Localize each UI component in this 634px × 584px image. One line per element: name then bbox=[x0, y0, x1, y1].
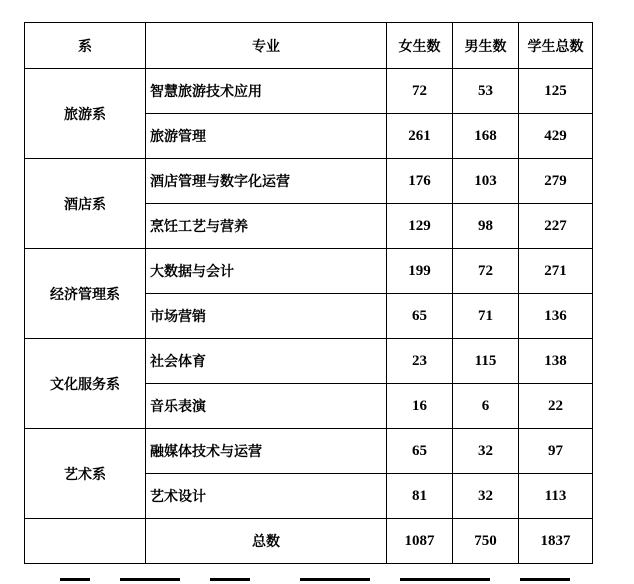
female-count: 72 bbox=[387, 69, 453, 114]
total-count: 138 bbox=[519, 339, 593, 384]
male-count: 32 bbox=[453, 429, 519, 474]
table-row bbox=[25, 249, 593, 294]
total-count: 22 bbox=[519, 384, 593, 429]
major-cell: 社会体育 bbox=[146, 339, 387, 384]
major-cell: 市场营销 bbox=[146, 294, 387, 339]
department-cell: 旅游系 bbox=[25, 69, 146, 159]
header-female: 女生数 bbox=[387, 23, 453, 69]
female-count: 65 bbox=[387, 294, 453, 339]
total-count: 429 bbox=[519, 114, 593, 159]
male-count: 103 bbox=[453, 159, 519, 204]
total-count: 125 bbox=[519, 69, 593, 114]
male-count: 53 bbox=[453, 69, 519, 114]
department-cell: 酒店系 bbox=[25, 159, 146, 249]
table-row bbox=[25, 159, 593, 204]
header-total: 学生总数 bbox=[519, 23, 593, 69]
department-cell: 经济管理系 bbox=[25, 249, 146, 339]
major-cell: 大数据与会计 bbox=[146, 249, 387, 294]
male-count: 72 bbox=[453, 249, 519, 294]
table-row bbox=[25, 69, 593, 114]
male-count: 115 bbox=[453, 339, 519, 384]
header-major: 专业 bbox=[146, 23, 387, 69]
grand-total: 1837 bbox=[519, 519, 593, 564]
totals-label: 总数 bbox=[146, 519, 387, 564]
male-count: 168 bbox=[453, 114, 519, 159]
header-male: 男生数 bbox=[453, 23, 519, 69]
header-row bbox=[25, 23, 593, 69]
department-cell: 艺术系 bbox=[25, 429, 146, 519]
department-cell: 文化服务系 bbox=[25, 339, 146, 429]
major-cell: 烹饪工艺与营养 bbox=[146, 204, 387, 249]
female-count: 65 bbox=[387, 429, 453, 474]
total-count: 271 bbox=[519, 249, 593, 294]
male-count: 71 bbox=[453, 294, 519, 339]
totals-empty-cell bbox=[25, 519, 146, 564]
female-count: 176 bbox=[387, 159, 453, 204]
female-count: 129 bbox=[387, 204, 453, 249]
table-row bbox=[25, 429, 593, 474]
major-cell: 酒店管理与数字化运营 bbox=[146, 159, 387, 204]
major-cell: 融媒体技术与运营 bbox=[146, 429, 387, 474]
table-row bbox=[25, 339, 593, 384]
male-count: 32 bbox=[453, 474, 519, 519]
female-count: 23 bbox=[387, 339, 453, 384]
totals-row bbox=[25, 519, 593, 564]
female-count: 81 bbox=[387, 474, 453, 519]
major-cell: 音乐表演 bbox=[146, 384, 387, 429]
major-cell: 旅游管理 bbox=[146, 114, 387, 159]
total-count: 227 bbox=[519, 204, 593, 249]
total-count: 279 bbox=[519, 159, 593, 204]
header-department: 系 bbox=[25, 23, 146, 69]
student-stats-table bbox=[24, 22, 593, 564]
female-count: 16 bbox=[387, 384, 453, 429]
cropped-text-line bbox=[0, 574, 634, 584]
total-count: 113 bbox=[519, 474, 593, 519]
major-cell: 智慧旅游技术应用 bbox=[146, 69, 387, 114]
male-count: 6 bbox=[453, 384, 519, 429]
total-count: 97 bbox=[519, 429, 593, 474]
female-count: 261 bbox=[387, 114, 453, 159]
female-total: 1087 bbox=[387, 519, 453, 564]
female-count: 199 bbox=[387, 249, 453, 294]
total-count: 136 bbox=[519, 294, 593, 339]
major-cell: 艺术设计 bbox=[146, 474, 387, 519]
male-count: 98 bbox=[453, 204, 519, 249]
male-total: 750 bbox=[453, 519, 519, 564]
